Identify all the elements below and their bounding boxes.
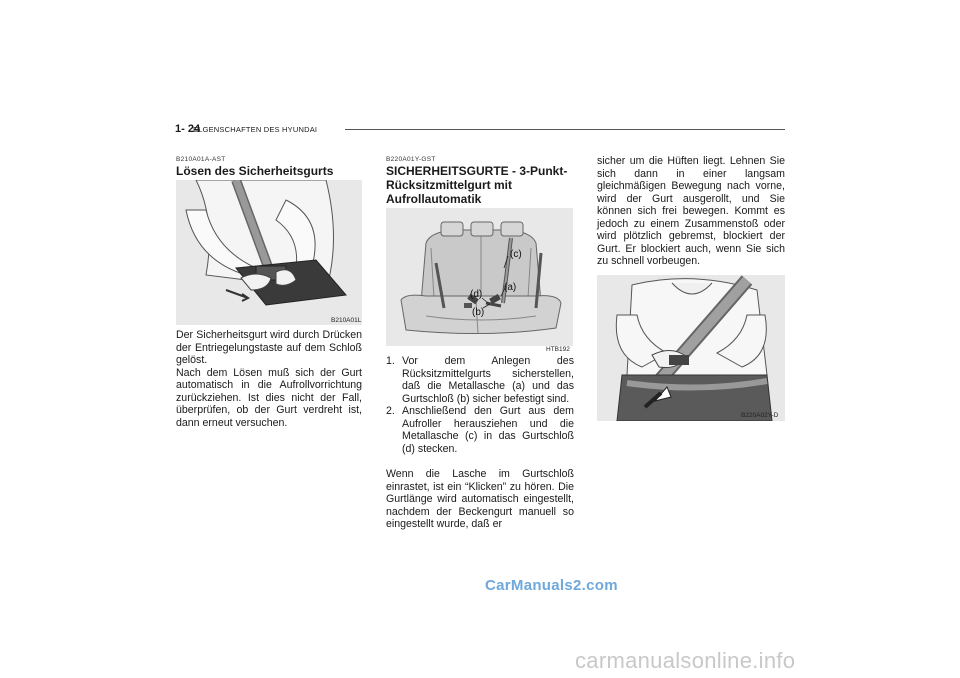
callout-a: (a) [504, 282, 517, 293]
header-rule [345, 129, 785, 130]
illustration-rear-seat [386, 208, 573, 346]
section-code: B220A01Y-GST [386, 156, 436, 163]
list-number: 2. [386, 405, 395, 417]
section-heading: Lösen des Sicherheitsgurts [176, 164, 334, 178]
list-text: Anschließend den Gurt aus dem Aufroller herausziehen und die Metallasche (c) in das Gurtschloß (d) stecken. [402, 405, 574, 455]
list-number: 1. [386, 355, 395, 367]
list-text: Vor dem Anlegen des Rücksitzmittelgurts sicherstellen, daß die Metallasche (a) und das Gurtschloß (b) sicher befestigt sind. [402, 355, 574, 405]
section-code: B210A01A-AST [176, 156, 226, 163]
instruction-list [386, 355, 574, 455]
body-paragraph: Der Sicherheitsgurt wird durch Drücken der Entriegelungstaste auf dem Schloß gelöst. Nach dem Lösen muß sich der Gurt automatisch in die Aufrollvorrichtung zurückziehen. Ist dies nicht der Fall, überprüfen, ob der Gurt verdreht ist, dann erneut versuchen. [176, 329, 362, 429]
section-heading: SICHERHEITSGURTE - 3-Punkt-Rücksitzmittelgurt mit Aufrollautomatik [386, 164, 568, 206]
section-title: ELGENSCHAFTEN DES HYUNDAI [193, 125, 318, 134]
body-paragraph: Wenn die Lasche im Gurtschloß einrastet, ist ein “Klicken” zu hören. Die Gurtlänge wird automatisch eingestellt, nachdem der Beckengurt manuell so eingestellt wurde, daß er [386, 468, 574, 530]
callout-b: (b) [472, 307, 485, 318]
page-number: 1- 24 [175, 123, 201, 135]
belt-release-drawing [176, 180, 362, 325]
watermark-carmanuals2: CarManuals2.com [485, 577, 618, 594]
watermark-carmanualsonline: carmanualsonline.info [575, 648, 796, 673]
body-paragraph: sicher um die Hüften liegt. Lehnen Sie sich dann in einer langsam gleichmäßigen Bewegung nach vorne, wird der Gurt ausgerollt, und Sie können sich frei bewegen. Kommt es jedoch zu einem Zusammenstoß oder wird plötzlich gebremst, blockiert der Gurt. Er blockiert auch, wenn Sie sich zu schnell vorbeugen. [597, 155, 785, 267]
image-code: B220A02Y-D [741, 412, 779, 419]
image-code: HTB192 [546, 346, 570, 353]
list-item [386, 405, 574, 455]
image-code: B210A01L [331, 317, 362, 324]
callout-c: (c) [510, 249, 522, 260]
callout-d: (d) [470, 289, 483, 300]
belt-lean-drawing [597, 275, 785, 421]
illustration-belt-across-hips [597, 275, 785, 421]
rear-seat-drawing [386, 208, 573, 346]
illustration-buckle-release [176, 180, 362, 325]
list-item [386, 355, 574, 405]
